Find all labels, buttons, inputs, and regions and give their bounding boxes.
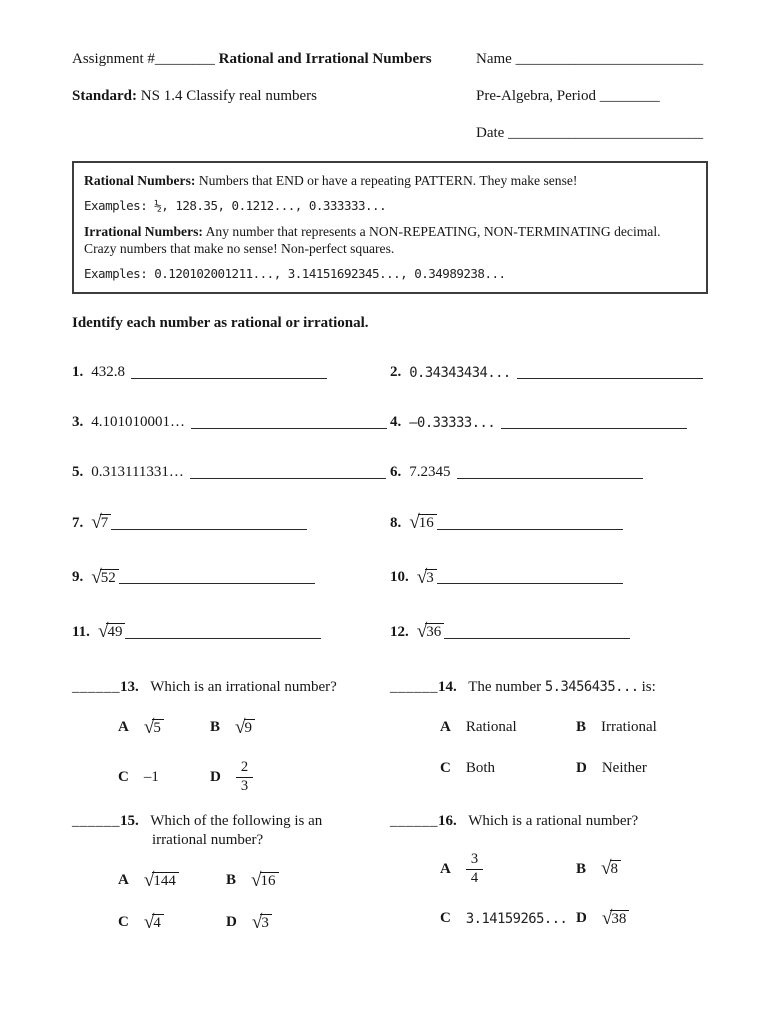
question-10 [390,566,708,588]
option-letter: C [440,910,451,927]
mc-row-15-16 [72,812,708,932]
option-letter: B [576,718,587,735]
sqrt-expression [143,716,164,738]
option-letter: B [576,860,587,877]
question-number: 3. [72,413,84,430]
radical-icon: √ [409,511,420,533]
question-number: 10. [390,569,409,586]
class-period-field: Pre-Algebra, Period ________ [476,88,660,104]
identify-row-5 [72,566,708,588]
question-number: 2. [390,363,402,380]
question-value: 4.101010001… [91,413,185,430]
option-letter: D [576,759,587,776]
question-text: The number [468,679,542,696]
fraction-numerator: 3 [466,852,483,869]
radicand: 3 [425,569,437,587]
question-number: 7. [72,514,84,531]
question-6 [390,464,708,481]
irrational-examples: Examples: 0.120102001211..., 3.14151692345..., 0.34989238... [84,266,506,282]
identify-row-6 [72,623,708,641]
standard-line [72,87,317,105]
question-number: 14. [438,679,457,696]
option-value: 3.14159265... [465,910,568,927]
question-3 [72,414,390,431]
question-15 [72,812,390,932]
radical-icon: √ [251,869,262,891]
standard-text: NS 1.4 Classify real numbers [140,88,318,104]
answer-blank [517,376,703,379]
option-b [210,716,390,738]
question-number: 4. [390,413,402,430]
radical-icon: √ [91,566,102,588]
sqrt-expression [251,911,272,933]
irrational-term: Irrational Numbers: [84,223,203,239]
question-14-head [390,678,708,698]
identify-row-4 [72,511,708,533]
option-letter: A [118,872,129,889]
header-row-1 [72,50,708,68]
question-15-options [118,869,390,933]
fraction-numerator: 2 [236,760,253,777]
question-number: 11. [72,624,90,641]
definition-box [72,161,708,294]
question-16-options [440,852,708,927]
option-d [576,760,708,777]
question-5 [72,464,390,481]
option-value: Both [465,759,496,776]
question-15-head [72,812,390,851]
radicand: 9 [244,719,256,737]
option-a [440,852,576,886]
option-b [226,869,390,891]
sqrt-expression [409,511,437,533]
option-d [576,907,708,929]
question-number-value: 5.3456435... [544,679,639,696]
option-c [118,760,210,794]
sqrt-expression [91,511,111,533]
option-letter: B [226,872,237,889]
section-heading: Identify each number as rational or irrational. [72,314,369,331]
sqrt-expression [416,566,437,588]
question-value: –0.33333... [409,414,496,431]
question-13-options [118,716,390,794]
sqrt-expression [235,716,255,738]
radical-icon: √ [91,511,102,533]
question-14-options [440,719,708,777]
radicand: 3 [260,914,272,932]
assignment-title [72,50,432,68]
radicand: 36 [425,623,444,641]
header-row-3 [72,124,708,142]
question-number: 1. [72,363,84,380]
option-letter: A [118,719,129,736]
radicand: 16 [260,872,279,890]
question-value: 0.34343434... [409,364,511,381]
assignment-label: Assignment #________ [72,51,215,67]
identify-row-2 [72,414,708,431]
rational-definition: Rational Numbers: Numbers that END or have a repeating PATTERN. They make sense! [84,173,578,188]
question-text-line2: irrational number? [152,832,264,849]
question-8 [390,511,708,533]
radicand: 144 [152,872,179,890]
sqrt-expression [251,869,279,891]
radical-icon: √ [601,907,613,929]
option-d [210,760,390,794]
header-row-2 [72,87,708,105]
option-c [118,911,226,933]
name-field: Name _________________________ [476,51,704,67]
question-14 [390,678,708,777]
option-value: –1 [143,768,159,785]
identify-row-1 [72,364,708,381]
radical-icon: √ [235,716,246,738]
question-text: Which of the following is an [150,812,323,829]
option-b [576,719,708,736]
standard-label: Standard: [72,88,138,104]
sqrt-expression [143,869,179,891]
answer-blank [111,527,307,530]
radical-icon: √ [143,911,155,933]
question-text-tail: is: [641,679,656,696]
question-number: 5. [72,463,84,480]
option-c [440,760,576,777]
mc-row-13-14 [72,678,708,794]
answer-blank: ______ [72,812,120,829]
rational-examples: Examples: ½, 128.35, 0.1212..., 0.333333... [84,198,387,214]
question-2 [390,364,708,381]
radical-icon: √ [416,621,428,643]
question-1 [72,364,390,381]
option-letter: C [440,759,451,776]
answer-blank [190,476,386,479]
answer-blank: ______ [72,679,120,696]
sqrt-expression [98,623,126,641]
option-letter: B [210,719,221,736]
option-letter: A [440,718,451,735]
date-field: Date __________________________ [476,125,704,141]
fraction [466,852,483,886]
option-letter: D [210,768,221,785]
radical-icon: √ [97,621,109,643]
radicand: 38 [610,910,629,928]
radicand: 5 [152,719,164,737]
fraction [236,760,253,794]
question-number: 12. [390,624,409,641]
identify-row-3 [72,464,708,481]
question-4 [390,414,708,431]
answer-blank [457,476,643,479]
sqrt-expression [601,860,621,878]
answer-blank [191,426,387,429]
sqrt-expression [417,623,445,641]
question-number: 8. [390,514,402,531]
option-value: Neither [601,759,647,776]
sqrt-expression [601,907,630,929]
option-letter: D [226,914,237,931]
sqrt-expression [143,911,164,933]
page-title: Rational and Irrational Numbers [218,51,432,67]
question-value: 0.313111331… [91,463,184,480]
option-letter: C [118,768,129,785]
option-a [118,716,210,738]
question-number: 13. [120,679,139,696]
radical-icon: √ [416,566,428,588]
fraction-denominator: 4 [470,869,479,886]
question-number: 9. [72,569,84,586]
question-value: 7.2345 [409,463,451,480]
option-letter: A [440,860,451,877]
answer-blank: ______ [390,812,438,829]
answer-blank [437,527,623,530]
answer-blank [501,426,687,429]
option-value: Rational [465,718,517,735]
question-7 [72,511,390,533]
rational-term: Rational Numbers: [84,173,196,188]
radical-icon: √ [143,716,155,738]
answer-blank [444,636,630,639]
answer-blank [125,636,321,639]
question-text: Which is a rational number? [468,812,639,829]
option-c [440,910,576,928]
question-12 [390,623,708,641]
radicand: 7 [100,514,112,532]
option-letter: C [118,914,129,931]
question-11 [72,623,390,641]
question-text: Which is an irrational number? [150,679,337,696]
question-16-head [390,812,708,832]
option-b [576,852,708,886]
radical-icon: √ [601,858,612,880]
radicand: 8 [610,860,622,878]
option-a [118,869,226,891]
question-number: 16. [438,812,457,829]
question-number: 6. [390,463,402,480]
answer-blank [119,581,315,584]
option-a [440,719,576,736]
question-13-head [72,678,390,698]
answer-blank [437,581,623,584]
question-number: 15. [120,812,139,829]
radical-icon: √ [143,869,155,891]
question-13 [72,678,390,794]
fraction-denominator: 3 [240,777,249,794]
option-value: Irrational [601,718,657,735]
answer-blank: ______ [390,679,438,696]
answer-blank [131,376,327,379]
radicand: 16 [418,514,437,532]
radicand: 49 [106,623,125,641]
multiple-choice-section [72,678,708,931]
irrational-definition: Irrational Numbers: Any number that represents a NON-REPEATING, NON-TERMINATING decimal. Crazy numbers that make no sense! Non-perfect squares. [84,223,661,257]
question-16 [390,812,708,928]
radicand: 52 [100,569,119,587]
option-d [226,911,390,933]
radical-icon: √ [251,911,263,933]
sqrt-expression [91,566,119,588]
question-value: 432.8 [91,363,125,380]
question-9 [72,566,390,588]
radicand: 4 [152,914,164,932]
option-letter: D [576,910,587,927]
identify-section [72,364,708,641]
